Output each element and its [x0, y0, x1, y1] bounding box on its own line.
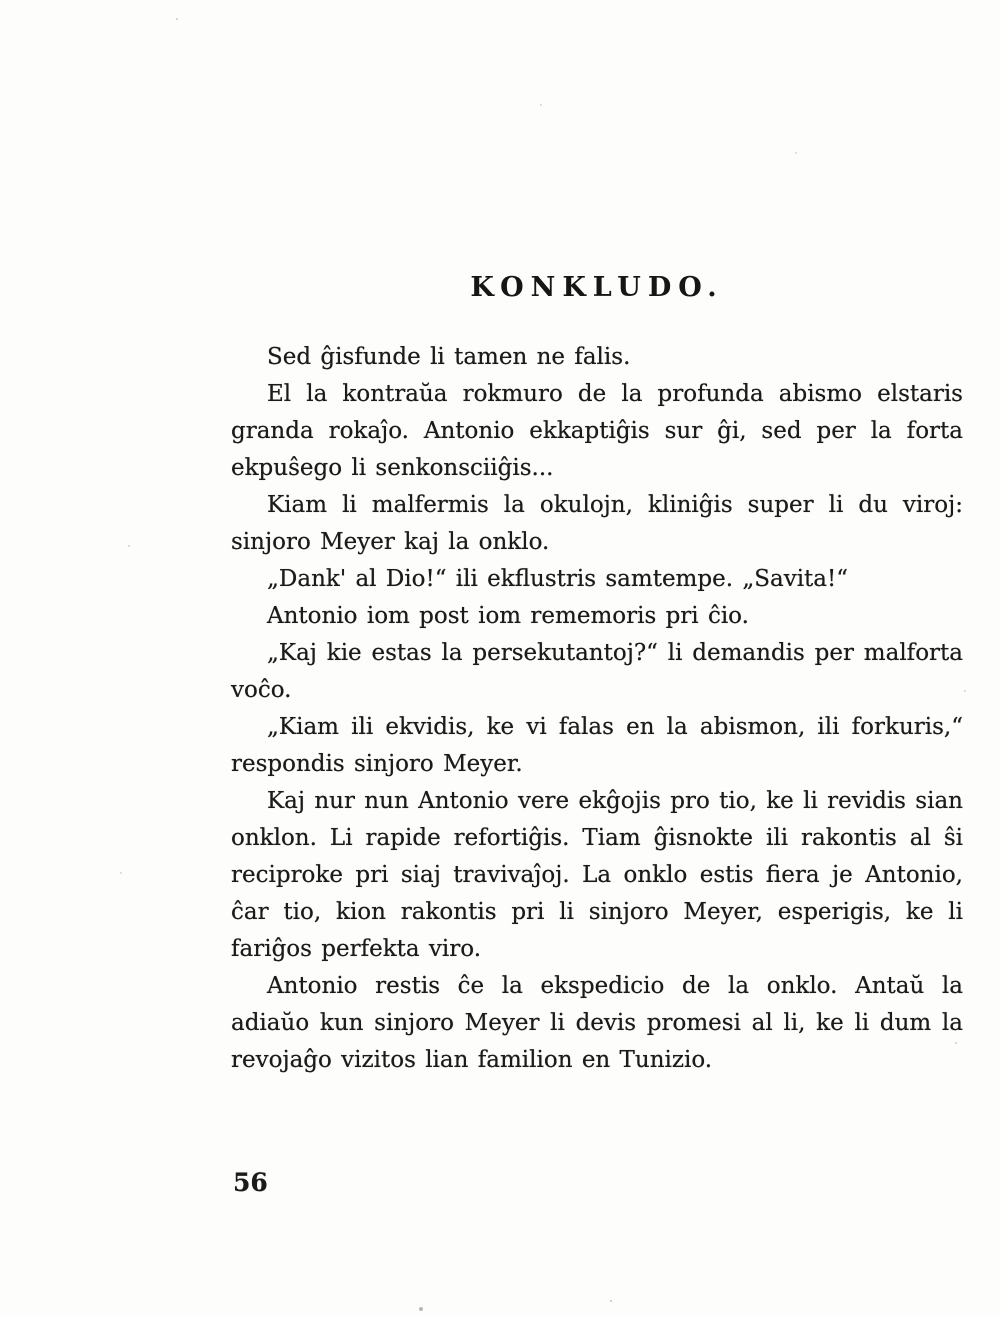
chapter-title: KONKLUDO.: [470, 272, 724, 303]
paragraph: Sed ĝisfunde li tamen ne falis.: [267, 344, 631, 370]
paragraph: El la kontraŭa rokmuro de la profunda abismo elstaris granda rokaĵo. Antonio ekkaptiĝis sur ĝi, sed per la forta ekpuŝego li senkonsciiĝis...: [231, 381, 963, 481]
paragraph: Kiam li malfermis la okulojn, kliniĝis super li du viroj: sinjoro Meyer kaj la onklo.: [231, 492, 963, 555]
paragraph: „Kiam ili ekvidis, ke vi falas en la abismon, ili forkuris,“ respondis sinjoro Meyer.: [231, 714, 963, 777]
paragraph: „Kaj kie estas la persekutantoj?“ li demandis per malforta voĉo.: [231, 640, 963, 703]
text-block: [231, 272, 963, 1079]
scan-speckles: [0, 0, 2, 2]
paragraph: Kaj nur nun Antonio vere ekĝojis pro tio, ke li revidis sian onklon. Li rapide refortiĝis. Tiam ĝisnokte ili rakontis al ŝi reciproke pri siaj travivaĵoj. La onklo estis fiera je Antonio, ĉar tio, kion rakontis pri li sinjoro Meyer, esperigis, ke li fariĝos perfekta viro.: [231, 788, 963, 962]
paragraph: „Dank' al Dio!“ ili ekflustris samtempe. „Savita!“: [267, 566, 849, 592]
page-number: 56: [233, 1168, 268, 1197]
paragraph: Antonio restis ĉe la ekspedicio de la onklo. Antaŭ la adiaŭo kun sinjoro Meyer li devis promesi al li, ke li dum la revojaĝo vizitos lian familion en Tunizio.: [231, 973, 963, 1073]
body-text: [231, 339, 963, 1079]
paragraph: Antonio iom post iom rememoris pri ĉio.: [267, 603, 749, 629]
